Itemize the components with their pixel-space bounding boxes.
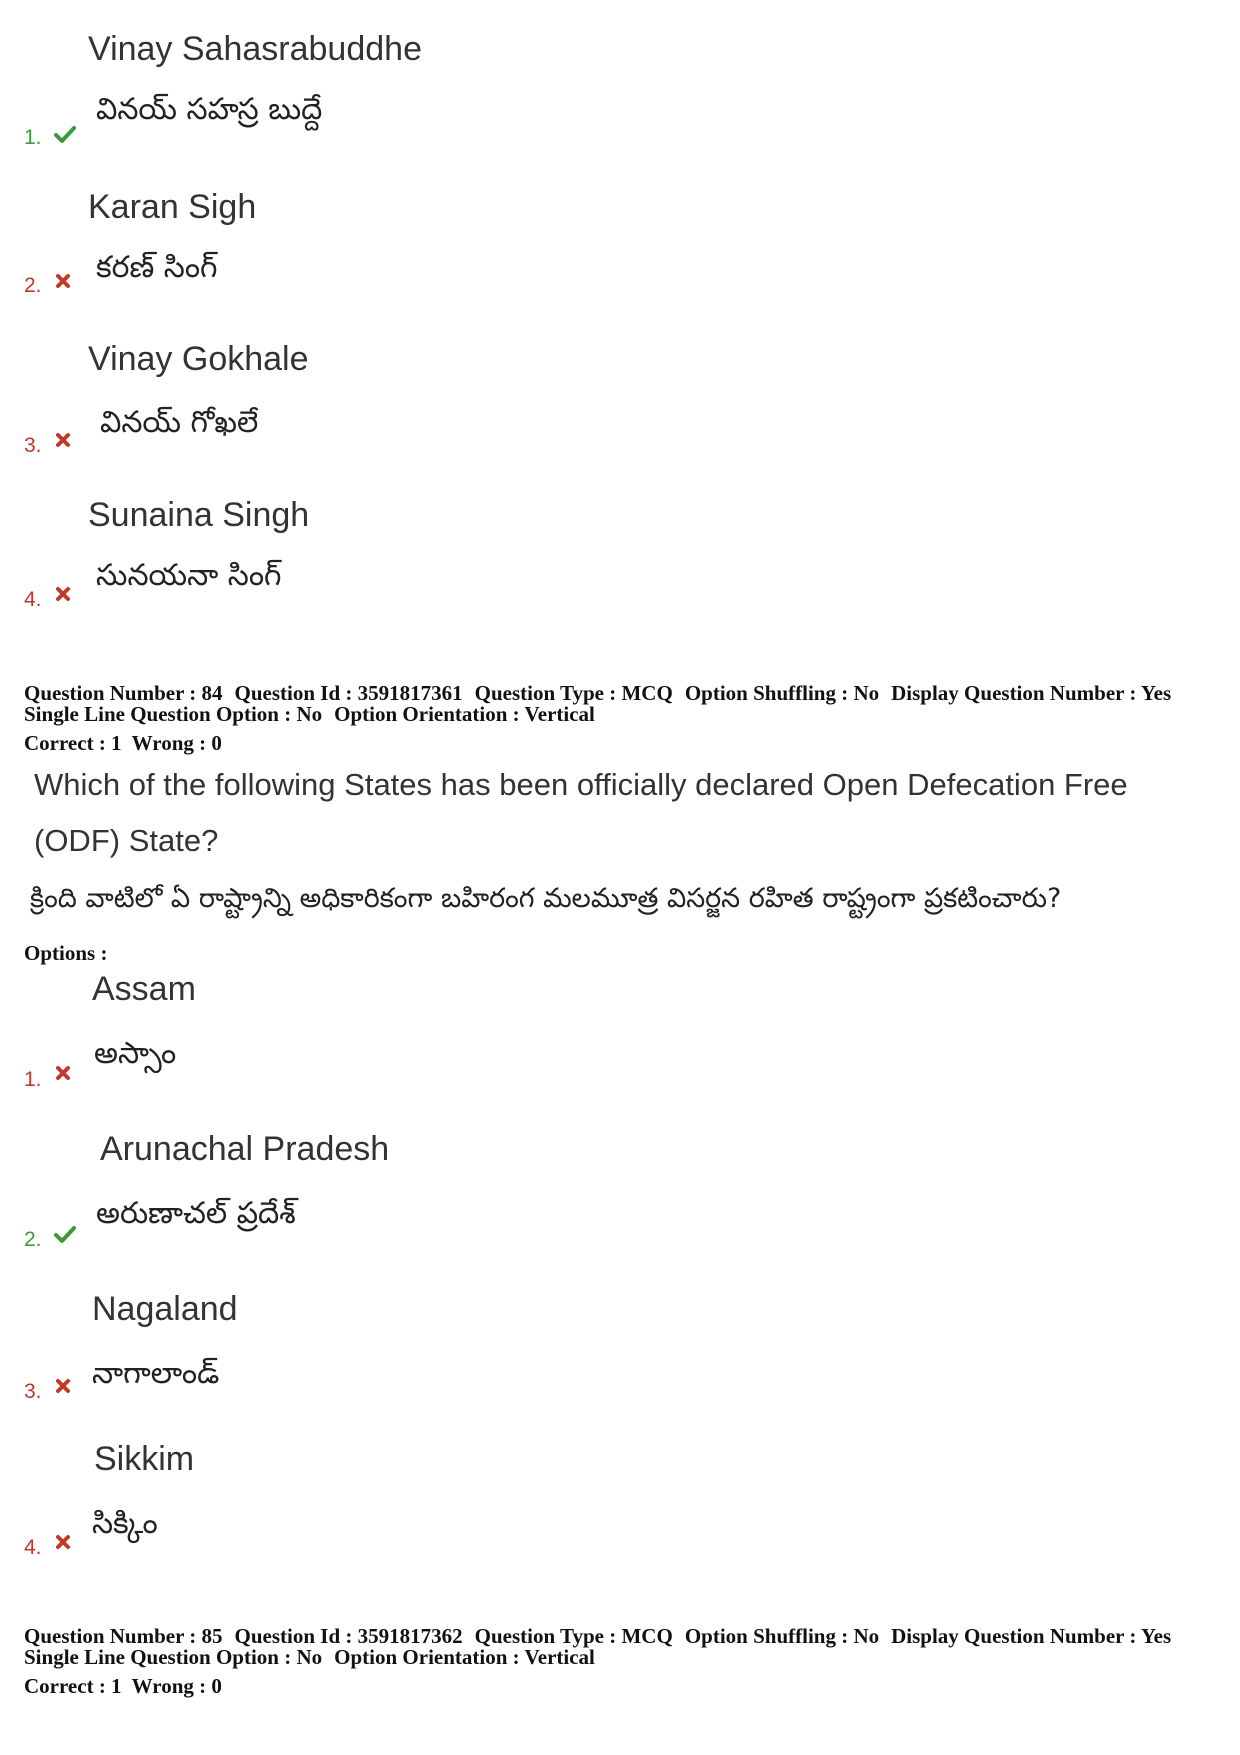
option-text-te: కరణ్ సింగ్ bbox=[96, 250, 218, 285]
question-text-en: Which of the following States has been officially declared Open Defecation Free bbox=[34, 767, 1128, 802]
question-meta-line-2 bbox=[24, 704, 607, 725]
cross-icon bbox=[56, 587, 70, 601]
option-text-en: Sunaina Singh bbox=[88, 496, 310, 534]
option-text-en: Nagaland bbox=[92, 1290, 238, 1328]
option-text-en: Arunachal Pradesh bbox=[100, 1130, 390, 1168]
option-text-en: Sikkim bbox=[94, 1440, 195, 1478]
marks-info: Correct : 1 Wrong : 0 bbox=[24, 1674, 222, 1698]
option-text-te: సిక్కిం bbox=[92, 1506, 158, 1541]
question-number: Question Number : 85 bbox=[24, 1624, 223, 1648]
question-id: Question Id : 3591817362 bbox=[234, 1624, 463, 1648]
option-orientation: Option Orientation : Vertical bbox=[334, 702, 595, 726]
option-number: 3. bbox=[24, 1380, 42, 1403]
cross-icon bbox=[56, 1535, 70, 1549]
check-icon bbox=[54, 1226, 76, 1244]
option-text-te: నాగాలాండ్ bbox=[92, 1356, 220, 1391]
question-text-en-cont: (ODF) State? bbox=[34, 823, 219, 858]
option-number: 2. bbox=[24, 274, 42, 297]
option-text-en: Vinay Gokhale bbox=[88, 340, 309, 378]
option-number: 3. bbox=[24, 434, 42, 457]
cross-icon bbox=[56, 1066, 70, 1080]
option-text-en: Vinay Sahasrabuddhe bbox=[88, 30, 422, 68]
option-text-te: సునయనా సింగ్ bbox=[96, 558, 282, 593]
check-icon bbox=[54, 126, 76, 144]
option-number: 4. bbox=[24, 588, 42, 611]
question-meta-line-1 bbox=[24, 1626, 1183, 1647]
question-meta-line-2 bbox=[24, 1647, 607, 1668]
options-label: Options : bbox=[24, 941, 108, 965]
marks-info: Correct : 1 Wrong : 0 bbox=[24, 731, 222, 755]
option-number: 1. bbox=[24, 1068, 42, 1091]
display-question-number: Display Question Number : Yes bbox=[891, 1624, 1172, 1648]
question-number: Question Number : 84 bbox=[24, 681, 223, 705]
option-shuffling: Option Shuffling : No bbox=[684, 1624, 880, 1648]
option-shuffling: Option Shuffling : No bbox=[684, 681, 880, 705]
option-text-te: వినయ్ గోఖలే bbox=[100, 405, 259, 440]
option-text-te: అరుణాచల్ ప్రదేశ్ bbox=[96, 1196, 296, 1231]
single-line-option: Single Line Question Option : No bbox=[24, 1645, 323, 1669]
option-text-en: Karan Sigh bbox=[88, 188, 257, 226]
question-id: Question Id : 3591817361 bbox=[234, 681, 463, 705]
question-type: Question Type : MCQ bbox=[474, 1624, 673, 1648]
single-line-option: Single Line Question Option : No bbox=[24, 702, 323, 726]
display-question-number: Display Question Number : Yes bbox=[891, 681, 1172, 705]
option-text-te: అస్సాం bbox=[94, 1036, 177, 1071]
question-meta-line-1 bbox=[24, 683, 1183, 704]
option-number: 1. bbox=[24, 126, 42, 149]
cross-icon bbox=[56, 274, 70, 288]
option-number: 4. bbox=[24, 1536, 42, 1559]
option-orientation: Option Orientation : Vertical bbox=[334, 1645, 595, 1669]
option-text-en: Assam bbox=[92, 970, 196, 1008]
cross-icon bbox=[56, 1379, 70, 1393]
cross-icon bbox=[56, 433, 70, 447]
question-text-te: క్రింది వాటిలో ఏ రాష్ట్రాన్ని అధికారికంగా బహిరంగ మలమూత్ర విసర్జన రహిత రాష్ట్రంగా ప్రకటించారు? bbox=[30, 883, 1062, 914]
question-type: Question Type : MCQ bbox=[474, 681, 673, 705]
option-text-te: వినయ్ సహస్ర బుద్దే bbox=[96, 92, 323, 127]
option-number: 2. bbox=[24, 1228, 42, 1251]
